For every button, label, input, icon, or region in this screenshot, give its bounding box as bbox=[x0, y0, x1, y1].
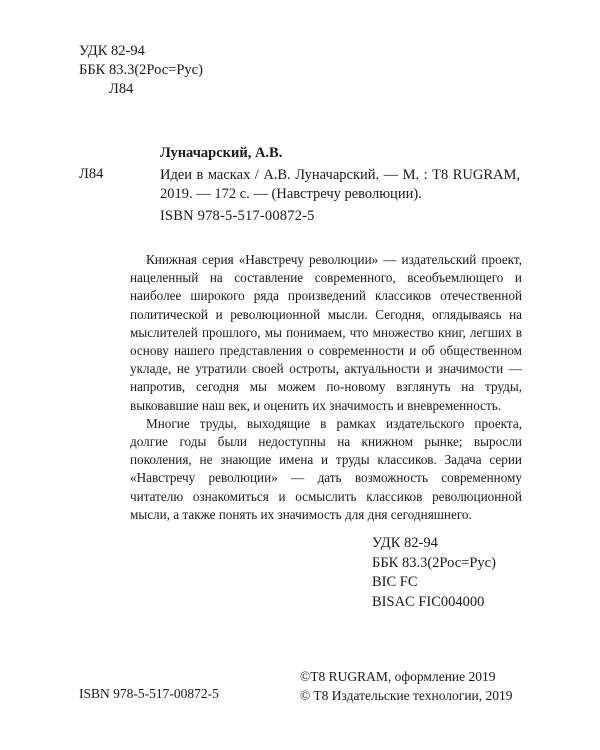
copyright-tech: © T8 Издательские технологии, 2019 bbox=[300, 688, 513, 703]
copyright-block bbox=[300, 667, 513, 705]
author-name: Луначарский, А.В. bbox=[160, 145, 283, 161]
copyright-design: ©T8 RUGRAM, оформление 2019 bbox=[300, 669, 496, 684]
author-mark: Л84 bbox=[109, 81, 134, 97]
classification-codes-top bbox=[79, 42, 203, 99]
author-mark-code: Л84 bbox=[79, 166, 104, 182]
annotation bbox=[130, 251, 522, 524]
isbn-main: ISBN 978-5-517-00872-5 bbox=[160, 208, 315, 224]
annotation-paragraph-2: Многие труды, выходящие в рамках издательского проекта, долгие годы были недоступны на книжном рынке; выросли поколения, не знающие имена и труды классиков. Задача серии «Навстречу революции» — дать возможность современному читателю ознакомиться и осмыслить классиков революционной мысли, а также понять их значимость для дня сегодняшнего. bbox=[130, 415, 522, 522]
isbn-footer: ISBN 978-5-517-00872-5 bbox=[79, 686, 219, 701]
bic-code: BIC FC bbox=[372, 574, 418, 590]
annotation-paragraph-1: Книжная серия «Навстречу революции» — издательский проект, нацеленный на составление современного, всеобъемлющего и наиболее широкого ряда произведений классиков отечественной политической и революционной мысли. Сегодня, оглядываясь на мыслителей прошлого, мы понимаем, что множество книг, легших в основу нашего представления о современности и об общественном укладе, не утратили своей остроты, актуальности и значимости — напротив, сегодня мы можем по-новому взглянуть на труды, выковавшие наш век, и оценить их значимость и вневременность. bbox=[130, 252, 522, 413]
bisac-code: BISAC FIC004000 bbox=[372, 593, 485, 610]
bbk-code: ББК 83.3(2Рос=Рус) bbox=[79, 62, 203, 78]
udk-code: УДК 82-94 bbox=[79, 43, 145, 59]
bbk-code-bottom: ББК 83.3(2Рос=Рус) bbox=[372, 554, 496, 571]
description-line-1: Идеи в масках / А.В. Луначарский. — М. : T8 RUGRAM, bbox=[160, 167, 520, 183]
bibliographic-description bbox=[160, 166, 520, 204]
description-line-2: 2019. — 172 с. — (Навстречу революции). bbox=[160, 186, 422, 202]
udk-code-bottom: УДК 82-94 bbox=[372, 535, 438, 551]
classification-codes-bottom bbox=[372, 534, 496, 612]
